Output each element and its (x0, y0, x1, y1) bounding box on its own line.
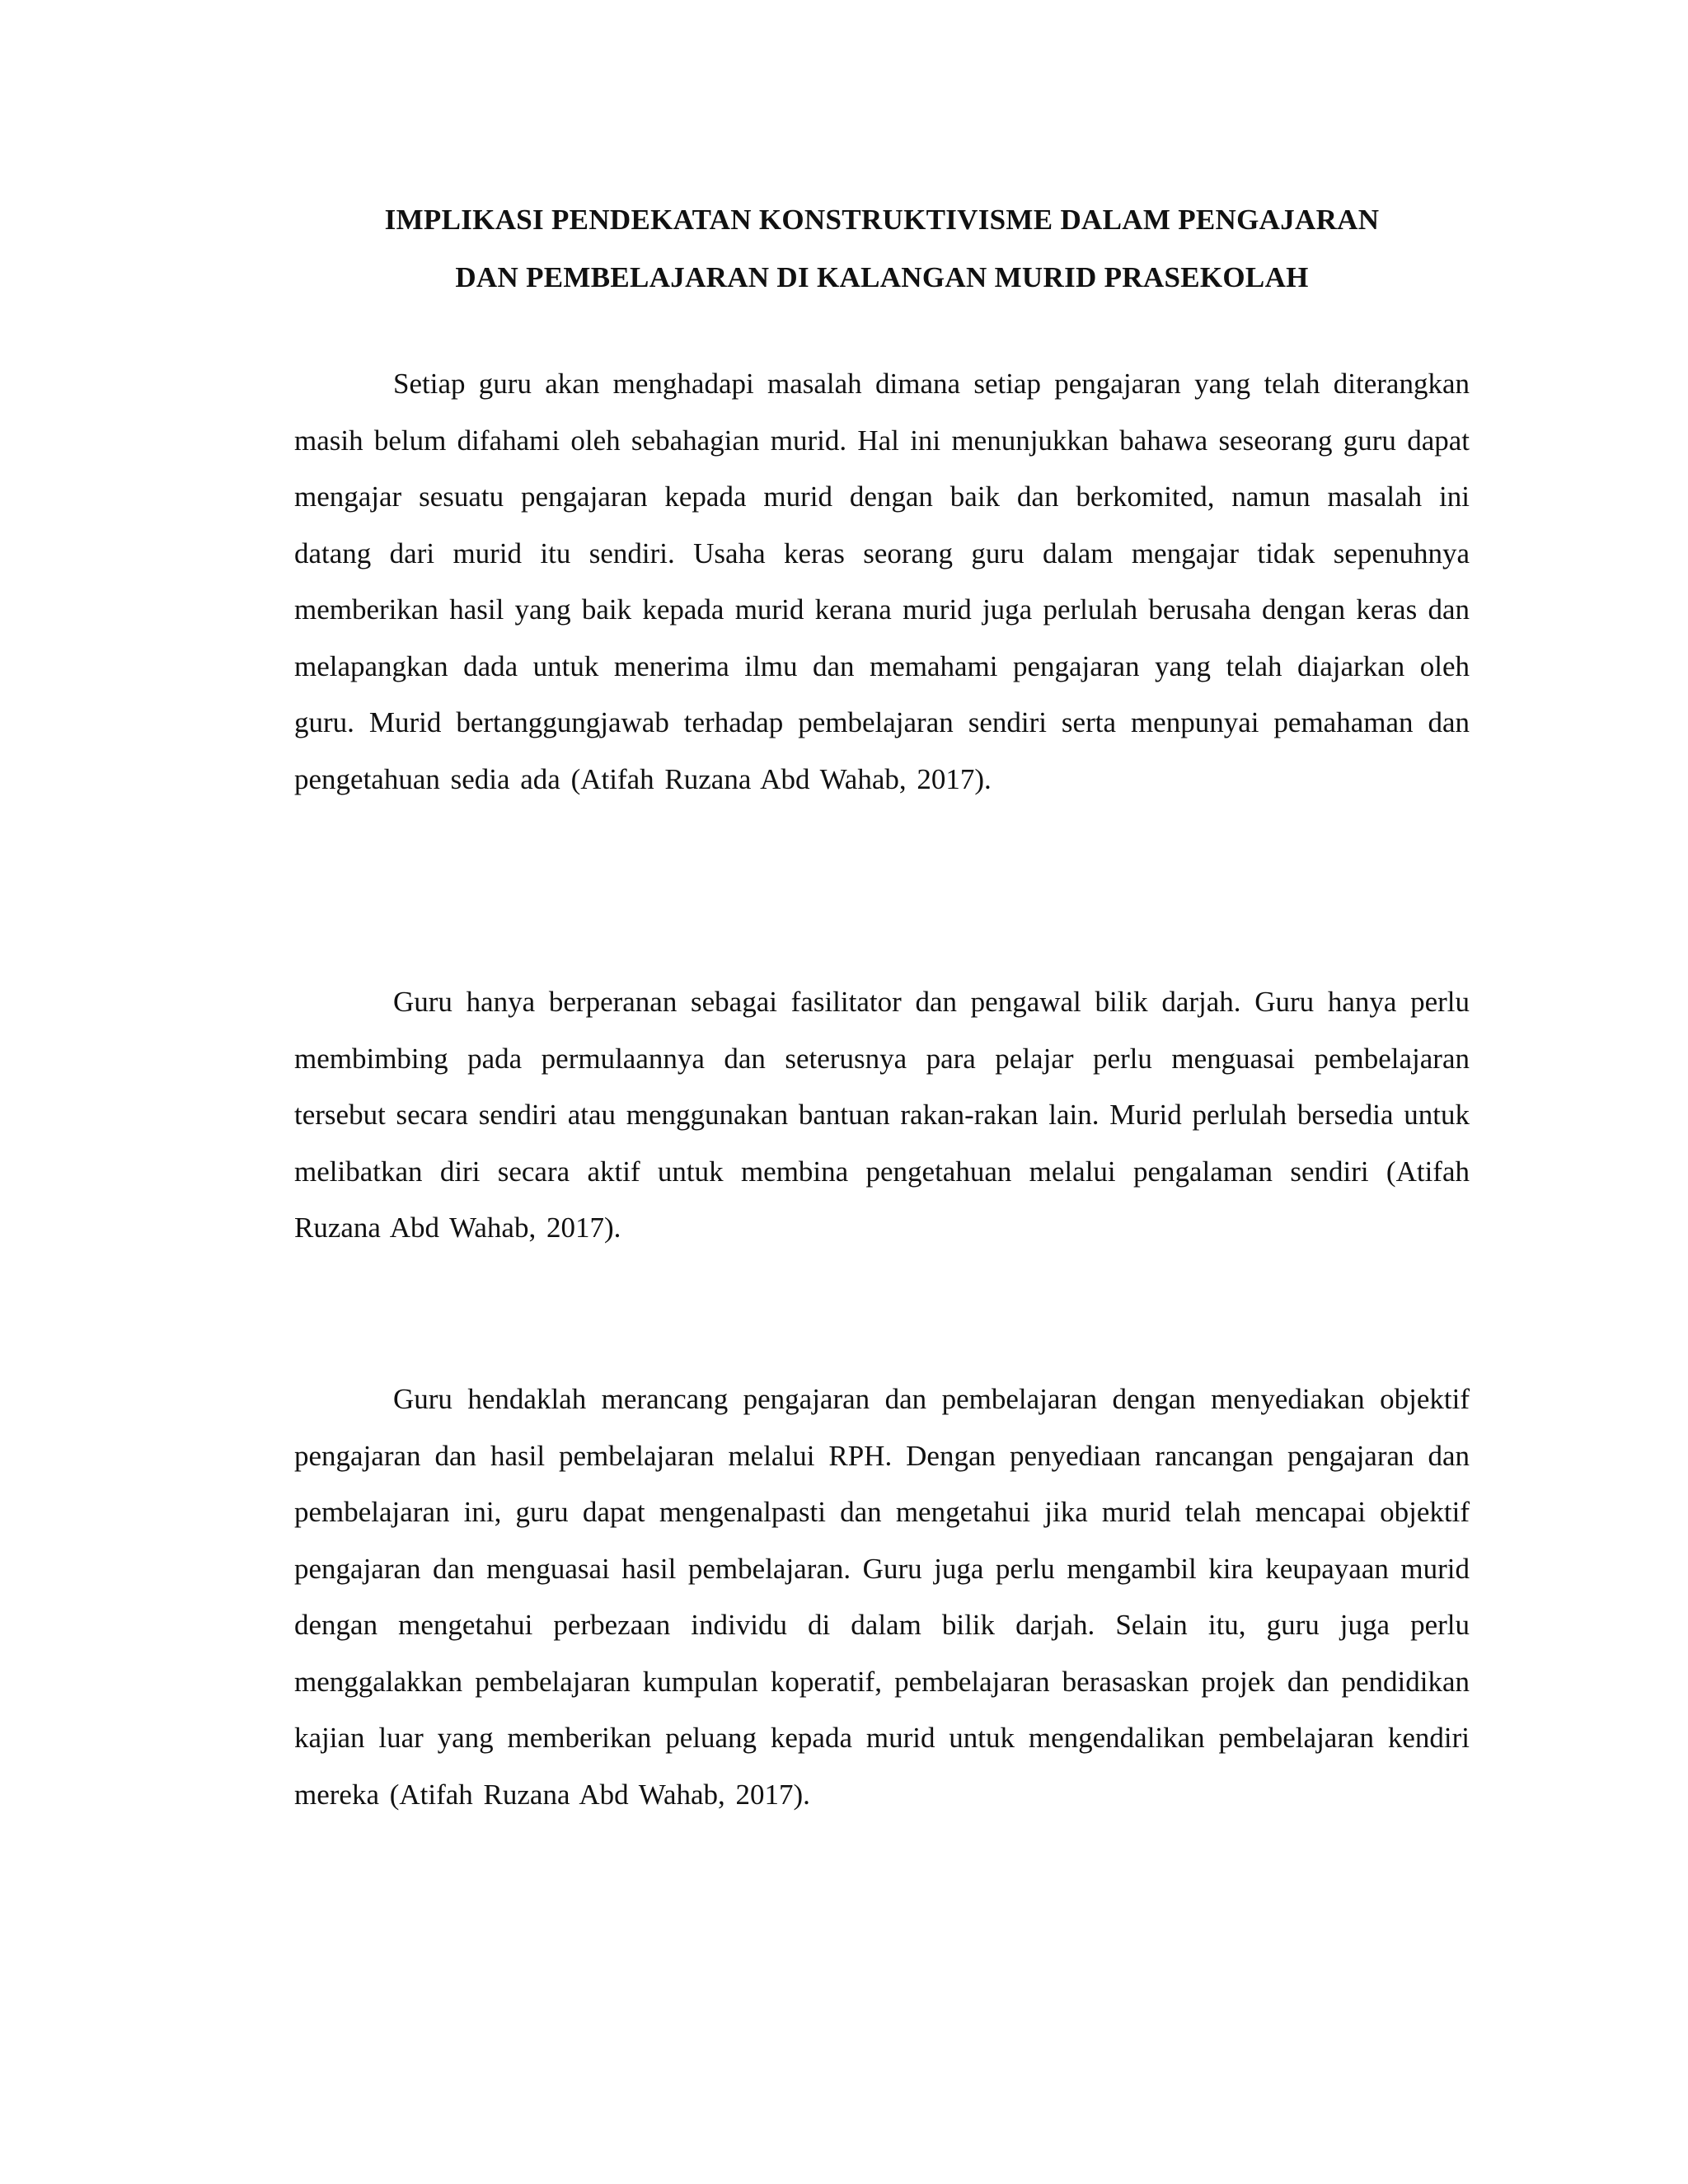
paragraph-2: Guru hanya berperanan sebagai fasilitator dan pengawal bilik darjah. Guru hanya perlu membimbing pada permulaannya dan seterusnya para pelajar perlu menguasai pembelajaran tersebut secara sendiri atau menggunakan bantuan rakan-rakan lain. Murid perlulah bersedia untuk melibatkan diri secara aktif untuk membina pengetahuan melalui pengalaman sendiri (Atifah Ruzana Abd Wahab, 2017). (294, 986, 1470, 1244)
paragraph-1: Setiap guru akan menghadapi masalah dimana setiap pengajaran yang telah diterangkan masih belum difahami oleh sebahagian murid. Hal ini menunjukkan bahawa seseorang guru dapat mengajar sesuatu pengajaran kepada murid dengan baik dan berkomited, namun masalah ini datang dari murid itu sendiri. Usaha keras seorang guru dalam mengajar tidak sepenuhnya memberikan hasil yang baik kepada murid kerana murid juga perlulah berusaha dengan keras dan melapangkan dada untuk menerima ilmu dan memahami pengajaran yang telah diajarkan oleh guru. Murid bertanggungjawab terhadap pembelajaran sendiri serta menpunyai pemahaman dan pengetahuan sedia ada (Atifah Ruzana Abd Wahab, 2017). (294, 368, 1470, 795)
title-line-1: IMPLIKASI PENDEKATAN KONSTRUKTIVISME DALAM PENGAJARAN (384, 204, 1380, 236)
paragraph-3: Guru hendaklah merancang pengajaran dan pembelajaran dengan menyediakan objektif pengajaran dan hasil pembelajaran melalui RPH. Dengan penyediaan rancangan pengajaran dan pembelajaran ini, guru dapat mengenalpasti dan mengetahui jika murid telah mencapai objektif pengajaran dan menguasai hasil pembelajaran. Guru juga perlu mengambil kira keupayaan murid dengan mengetahui perbezaan individu di dalam bilik darjah. Selain itu, guru juga perlu menggalakkan pembelajaran kumpulan koperatif, pembelajaran berasaskan projek dan pendidikan kajian luar yang memberikan peluang kepada murid untuk mengendalikan pembelajaran kendiri mereka (Atifah Ruzana Abd Wahab, 2017). (294, 1383, 1470, 1811)
document-title (294, 191, 1470, 307)
title-line-2: DAN PEMBELAJARAN DI KALANGAN MURID PRASEKOLAH (455, 261, 1309, 293)
